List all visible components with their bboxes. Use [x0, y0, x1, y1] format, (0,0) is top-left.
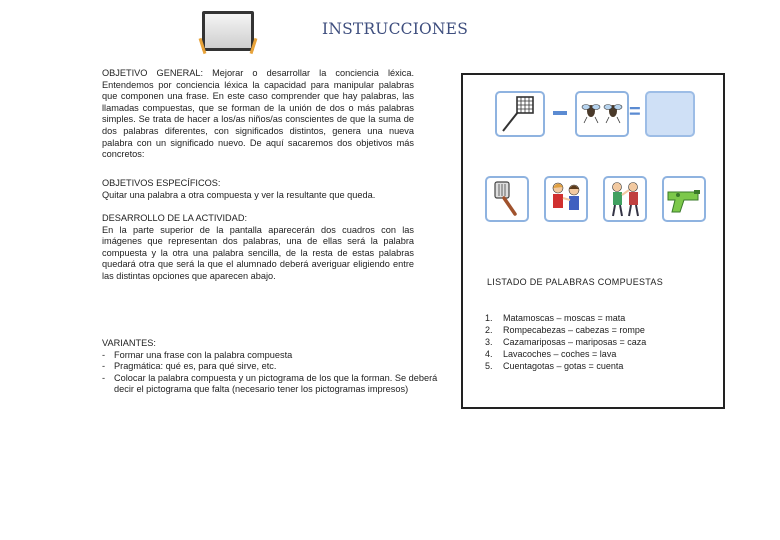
kids-helping-icon[interactable] [544, 176, 588, 222]
water-pistol-icon[interactable] [662, 176, 706, 222]
list-item: 4. Lavacoches – coches = lava [485, 349, 617, 359]
variant-item: - Formar una frase con la palabra compuesta [102, 349, 293, 360]
flies-icon [575, 91, 629, 137]
minus-operator [553, 111, 567, 115]
equals-operator: = [629, 101, 641, 123]
compound-words-list [485, 312, 646, 372]
desarrollo-text: En la parte superior de la pantalla aparecerán dos cuadros con las imágenes que representan dos palabras, una de ellas será la palabra compuesta y la otra una palabra sencilla, de la resta de estas palabras quedará otra que será la que el alumnado deberá averiguar eligiendo entre las distintas opciones que aparecen abajo. [102, 224, 414, 281]
blank-answer-box[interactable] [645, 91, 695, 137]
page-title: INSTRUCCIONES [322, 20, 469, 38]
variantes [102, 338, 442, 396]
objetivos-especificos-text: Quitar una palabra a otra compuesta y ver la resultante que queda. [102, 189, 376, 200]
listado-title: LISTADO DE PALABRAS COMPUESTAS [487, 277, 664, 287]
monitor-icon [202, 11, 254, 51]
spatula-icon[interactable] [485, 176, 529, 222]
variantes-heading: VARIANTES: [102, 338, 156, 348]
objetivos-especificos [102, 178, 414, 201]
flyswatter-icon [495, 91, 545, 137]
list-item: 1. Matamoscas – moscas = mata [485, 313, 626, 323]
list-item: 3. Cazamariposas – mariposas = caza [485, 337, 647, 347]
desarrollo-heading: DESARROLLO DE LA ACTIVIDAD: [102, 213, 248, 223]
list-item: 5. Cuentagotas – gotas = cuenta [485, 361, 624, 371]
variant-item: - Colocar la palabra compuesta y un pictograma de los que la forman. Se deberá decir el pictograma que falta (necesario tener los pictogramas impresos) [102, 372, 438, 395]
kids-fighting-icon[interactable] [603, 176, 647, 222]
list-item: 2. Rompecabezas – cabezas = rompe [485, 325, 645, 335]
example-panel [461, 73, 725, 409]
variant-item: - Pragmática: qué es, para qué sirve, etc. [102, 361, 277, 372]
objetivo-general-text: OBJETIVO GENERAL: Mejorar o desarrollar la conciencia léxica. Entendemos por conciencia léxica la capacidad para manipular palabras que componen una frase. En este caso comprender que hay palabras, las llamadas compuestas, que se forman de la unión de dos o más palabras simples. Se trata de hacer a los/as niños/as conscientes de que la suma de dos palabras diferentes, con significados distintos, genera una nueva palabra con un significado nuevo. De aquí sacaremos dos objetivos más concretos: [102, 68, 414, 160]
desarrollo-actividad [102, 213, 414, 283]
objetivos-especificos-heading: OBJETIVOS ESPECÍFICOS: [102, 178, 221, 188]
objetivo-general [102, 68, 414, 161]
